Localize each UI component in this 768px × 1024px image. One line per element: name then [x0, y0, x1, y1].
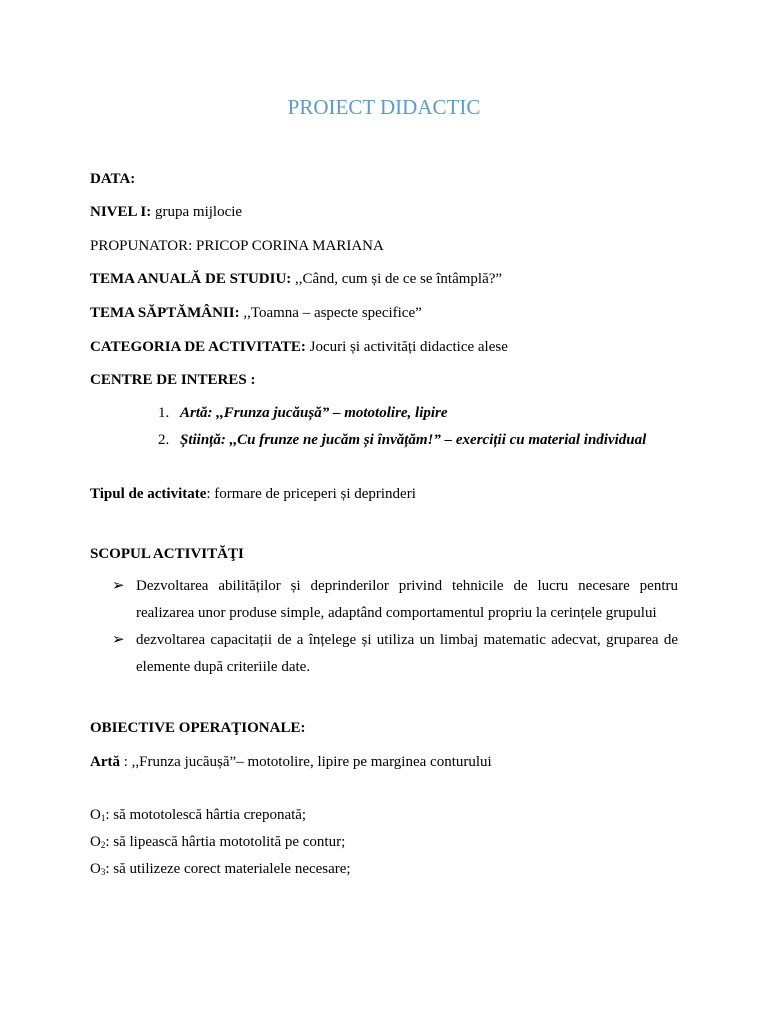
- categoria-line: [90, 339, 508, 356]
- tipul-line: [90, 486, 416, 503]
- obiectiv-text: : să utilizeze corect materialele necesare;: [105, 861, 351, 877]
- obiectiv-prefix: O: [90, 834, 101, 850]
- obiectiv-prefix: O: [90, 861, 101, 877]
- propunator-line: PROPUNATOR: PRICOP CORINA MARIANA: [90, 238, 384, 254]
- centre-item-number: 2.: [158, 432, 170, 448]
- arta-obiectiv-value: : ,,Frunza jucăușă”– mototolire, lipire pe marginea conturului: [120, 754, 492, 770]
- obiectiv-item: [90, 834, 345, 851]
- obiectiv-subscript: 2: [100, 840, 106, 850]
- centre-item: [158, 405, 448, 422]
- tipul-value: : formare de priceperi și deprinderi: [206, 486, 416, 502]
- tema-saptamanii-value: ,,Toamna – aspecte specifice”: [239, 305, 422, 321]
- data-label: DATA:: [90, 171, 136, 187]
- centre-item: [158, 432, 646, 449]
- scop-item-text: Dezvoltarea abilităților și deprinderilor privind tehnicile de lucru necesare pentru realizarea unor produse simple, adaptând comportamentul propriu la cerințele grupului: [136, 578, 678, 621]
- tema-saptamanii-line: [90, 305, 422, 322]
- categoria-label: CATEGORIA DE ACTIVITATE:: [90, 339, 306, 355]
- arta-obiectiv-label: Artă: [90, 754, 120, 770]
- tema-anuala-label: TEMA ANUALĂ DE STUDIU:: [90, 271, 292, 287]
- obiectiv-text: : să mototolescă hârtia creponată;: [105, 807, 307, 823]
- centre-item-number: 1.: [158, 405, 170, 421]
- nivel-line: [90, 204, 242, 221]
- centre-item-domain: Știință:: [180, 432, 226, 448]
- scop-item-text: dezvoltarea capacitații de a înțelege și utiliza un limbaj matematic adecvat, gruparea de elemente după criteriile date.: [136, 632, 678, 675]
- centre-label: CENTRE DE INTERES :: [90, 372, 256, 388]
- nivel-value: grupa mijlocie: [151, 204, 243, 220]
- tema-anuala-line: [90, 271, 502, 288]
- categoria-value: Jocuri și activități didactice alese: [305, 339, 508, 355]
- centre-item-text: ,,Cu frunze ne jucăm și învățăm!” – exerciții cu material individual: [225, 432, 647, 448]
- tipul-label: Tipul de activitate: [90, 486, 207, 502]
- tema-saptamanii-label: TEMA SĂPTĂMÂNII:: [90, 305, 240, 321]
- arta-obiectiv-line: [90, 754, 492, 771]
- obiective-label: OBIECTIVE OPERAŢIONALE:: [90, 720, 306, 736]
- obiectiv-prefix: O: [90, 807, 101, 823]
- obiectiv-text: : să lipească hârtia mototolită pe contur;: [105, 834, 346, 850]
- nivel-label: NIVEL I:: [90, 204, 152, 220]
- obiectiv-subscript: 1: [100, 813, 106, 823]
- scop-item: [112, 627, 678, 681]
- obiectiv-item: [90, 807, 306, 824]
- scop-item: [112, 573, 678, 627]
- arrow-bullet-icon: ➢: [112, 578, 125, 594]
- obiectiv-item: [90, 861, 351, 878]
- centre-item-text: ,,Frunza jucăușă” – mototolire, lipire: [212, 405, 448, 421]
- scopul-label: SCOPUL ACTIVITĂŢI: [90, 546, 244, 562]
- obiectiv-subscript: 3: [100, 867, 106, 877]
- centre-item-domain: Artă:: [180, 405, 213, 421]
- arrow-bullet-icon: ➢: [112, 632, 125, 648]
- tema-anuala-value: ,,Când, cum și de ce se întâmplă?”: [291, 271, 503, 287]
- document-title: PROIECT DIDACTIC: [287, 95, 481, 119]
